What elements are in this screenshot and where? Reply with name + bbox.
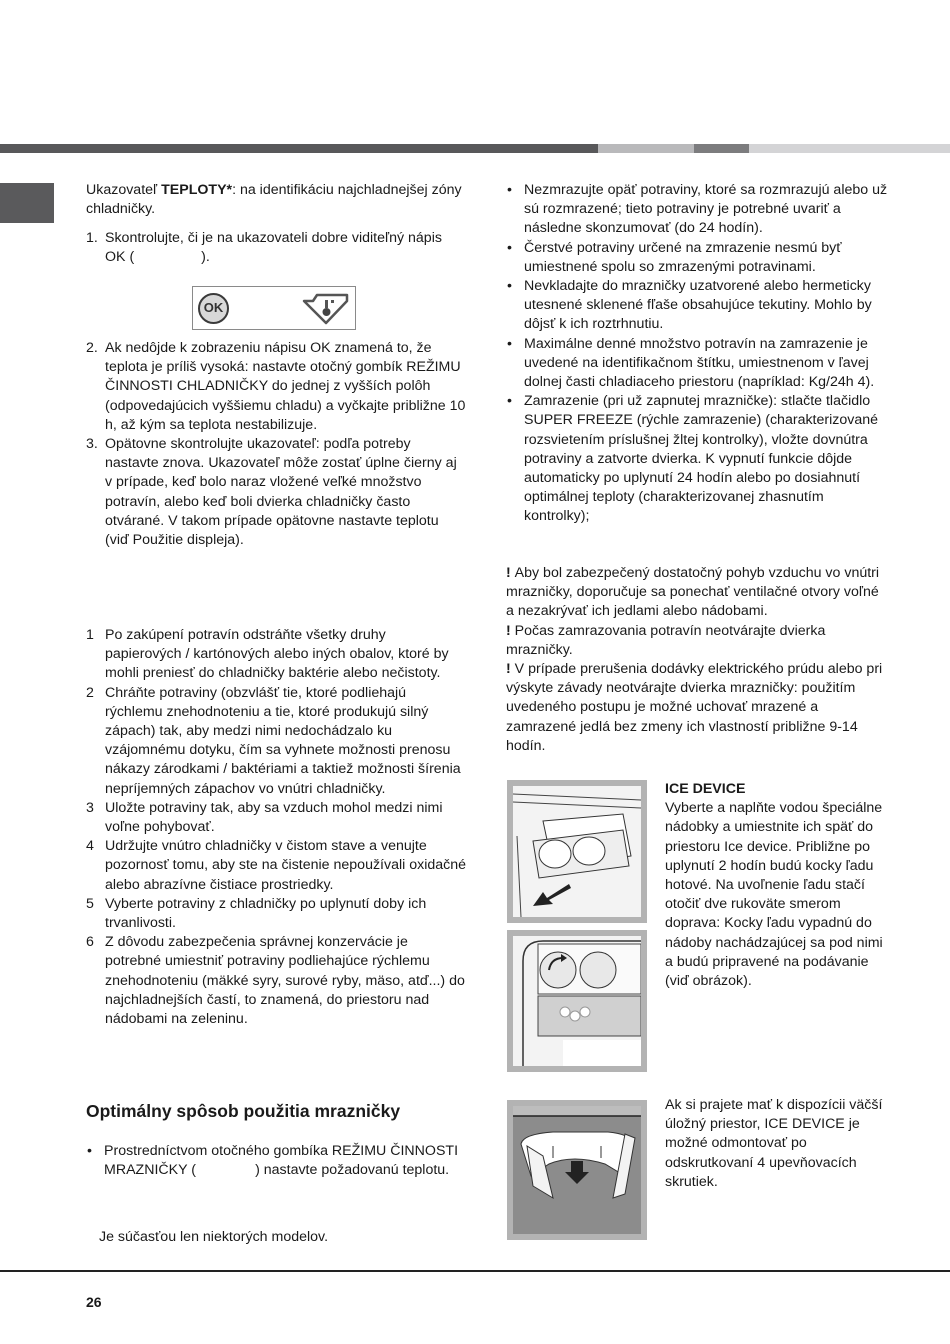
header-bar-segment xyxy=(0,144,598,153)
warning-note: ! V prípade prerušenia dodávky elektrického prúdu alebo pri výskyte závady neotvárajte dvierka mrazničky: použitím uvedeného postupu je možné uchovať mrazené a zamrazené jedlá bez zmeny ich vlastností približne 9-14 hodín. xyxy=(506,661,883,754)
header-bar-segment xyxy=(598,144,694,153)
exclamation-icon: ! xyxy=(506,622,515,639)
temperature-indicator-figure xyxy=(192,286,356,330)
list-item: 6 Z dôvodu zabezpečenia správnej konzervácie je potrebné umiestniť potraviny podliehajúce rýchlemu znehodnoteniu (mäkké syry, surové ryby, mäso, atď...) do najchladnejších častí, to znamená, do priestoru nad nádobami na zeleninu. xyxy=(86,934,465,1028)
bullet-icon: • xyxy=(87,1143,92,1159)
warning-note: ! Aby bol zabezpečený dostatočný pohyb vzduchu vo vnútri mrazničky, doporučuje sa ponechať ventilačné otvory voľné a nezakrývať ich jedlami alebo nádobami. xyxy=(506,565,880,620)
warning-note: ! Počas zamrazovania potravín neotvárajte dvierka mrazničky. xyxy=(506,622,826,658)
bullet-icon: • xyxy=(507,239,512,256)
storage-tips-list xyxy=(86,626,466,1029)
ice-device-text: Vyberte a naplňte vodou špeciálne nádobky a umiestnite ich späť do priestoru Ice device. Približne po uplynutí 2 hodín budú kocky ľadu hotové. Na uvoľnenie ľadu stačí otočiť dve rukoväte smerom doprava: Kocky ľadu vypadnú do nádoby nachádzajúcej sa pod nimi a budú pripravené na podávanie (viď obrázok). xyxy=(665,800,883,990)
ok-indicator-icon: OK xyxy=(198,293,229,324)
list-item: 1. Skontrolujte, či je na ukazovateli dobre viditeľný nápis OK ( ). xyxy=(86,230,446,266)
header-bar-segment xyxy=(694,144,749,153)
exclamation-icon: ! xyxy=(506,661,515,678)
footnote: Je súčasťou len niektorých modelov. xyxy=(99,1229,329,1245)
intro-paragraph: Ukazovateľ TEPLOTY*: na identifikáciu najchladnejšej zóny chladničky. xyxy=(86,182,462,218)
list-item: • Čerstvé potraviny určené na zmrazenie nesmú byť umiestnené spolu so zmrazenými potravinami. xyxy=(507,239,842,275)
bullet-icon: • xyxy=(507,335,512,352)
list-item: 3 Uložte potraviny tak, aby sa vzduch mohol medzi nimi voľne pohybovať. xyxy=(86,799,443,836)
list-item: 2. Ak nedôjde k zobrazeniu nápisu OK znamená to, že teplota je príliš vysoká: nastavte otočný gombík REŽIMU ČINNOSTI CHLADNIČKY do jednej z vyšších polôh (odpovedajúcich vyššiemu chladu) a vyčkajte približne 10 h, až kým sa teplota nestabilizuje. xyxy=(86,340,466,433)
bullet-icon: • xyxy=(507,393,512,410)
list-item: • Nevkladajte do mrazničky uzatvorené alebo hermeticky utesnené sklenené fľaše obsahujúce tekutiny. Mohlo by dôjsť k ich roztrhnutiu. xyxy=(507,278,872,333)
header-color-bar xyxy=(0,144,950,153)
list-item: • Prostredníctvom otočného gombíka REŽIMU ČINNOSTI MRAZNIČKY ( ) nastavte požadovanú teplotu. xyxy=(87,1143,462,1179)
list-item: 5 Vyberte potraviny z chladničky po uplynutí doby ich trvanlivosti. xyxy=(86,895,427,932)
list-item: • Maximálne denné množstvo potravín na zamrazenie je uvedené na identifikačnom štítku, umiestnenom v ľavej dolnej časti chladiaceho priestoru (napríklad: Kg/24h 4). xyxy=(507,335,875,391)
page-number: 26 xyxy=(86,1294,102,1310)
list-item: 4 Udržujte vnútro chladničky v čistom stave a venujte pozornosť tomu, aby ste na čistenie nepoužívali oxidačné alebo abrazívne čistiace prostriedky. xyxy=(86,838,467,893)
section-title: Optimálny spôsob použitia mrazničky xyxy=(86,1101,401,1121)
ice-device-removal-illustration xyxy=(507,1100,647,1240)
bullet-icon: • xyxy=(507,182,512,198)
freezer-bullet xyxy=(86,1142,466,1180)
intro-bold-term: TEPLOTY* xyxy=(161,182,233,198)
footer-rule xyxy=(0,1270,950,1272)
warnings xyxy=(506,564,888,756)
header-bar-segment xyxy=(749,144,950,153)
steps-2-3 xyxy=(86,339,466,550)
list-item: • Zamrazenie (pri už zapnutej mrazničke): stlačte tlačidlo SUPER FREEZE (rýchle zamrazenie) (charakterizované rozsvietením príslušnej žltej kontrolky), vložte dovnútra potraviny a zatvorte dvierka. K vypnutí funkcie dôjde automaticky po uplynutí 24 hodín alebo po dosiahnutí optimálnej teploty (charakterizovanej zhasnutím kontrolky); xyxy=(507,393,879,525)
exclamation-icon: ! xyxy=(506,565,515,581)
list-item: • Nezmrazujte opäť potraviny, ktoré sa rozmrazujú alebo už sú rozmrazené; tieto potraviny je potrebné uvariť a následne skonzumovať (do 24 hodín). xyxy=(507,182,888,237)
ice-device-removal-text: Ak si prajete mať k dispozícii väčší úložný priestor, ICE DEVICE je možné odmontovať po odskrutkovaní 4 upevňovacích skrutiek. xyxy=(665,1097,883,1190)
ice-device-title: ICE DEVICE xyxy=(665,781,746,797)
list-item: 1 Po zakúpení potravín odstráňte všetky druhy papierových / kartónových alebo iných obalov, ktoré by mohli preniesť do chladničky baktérie alebo nečistoty. xyxy=(86,627,449,682)
list-item: 3. Opätovne skontrolujte ukazovateľ: podľa potreby nastavte znova. Ukazovateľ môže zostať úplne čierny aj v prípade, keď bolo naraz vložené veľké množstvo potravín, alebo keď boli dvierka chladničky často otvárané. V takom prípade opätovne nastavte teplotu (viď Použitie displeja). xyxy=(86,436,457,549)
ice-device-pull-out-illustration xyxy=(507,780,647,923)
section-side-tab xyxy=(0,183,54,223)
bullet-icon: • xyxy=(507,278,512,295)
temperature-indicator-section xyxy=(86,181,466,219)
list-item: 2 Chráňte potraviny (obzvlášť tie, ktoré podliehajú rýchlemu znehodnoteniu a tie, ktoré produkujú silný zápach) tak, aby medzi nimi nedochádzalo ku vzájomnému dotyku, čím sa vyhnete možnosti prenosu nákazy zárodkami / baktériami a taktiež možnosti šírenia nepríjemných zápachov vo vnútri chladničky. xyxy=(86,684,461,797)
ice-device-description xyxy=(665,780,890,991)
thermometer-warning-icon xyxy=(301,292,351,326)
freezer-bullets-list xyxy=(506,181,888,527)
step-1 xyxy=(86,229,466,267)
ice-release-illustration xyxy=(507,930,647,1072)
